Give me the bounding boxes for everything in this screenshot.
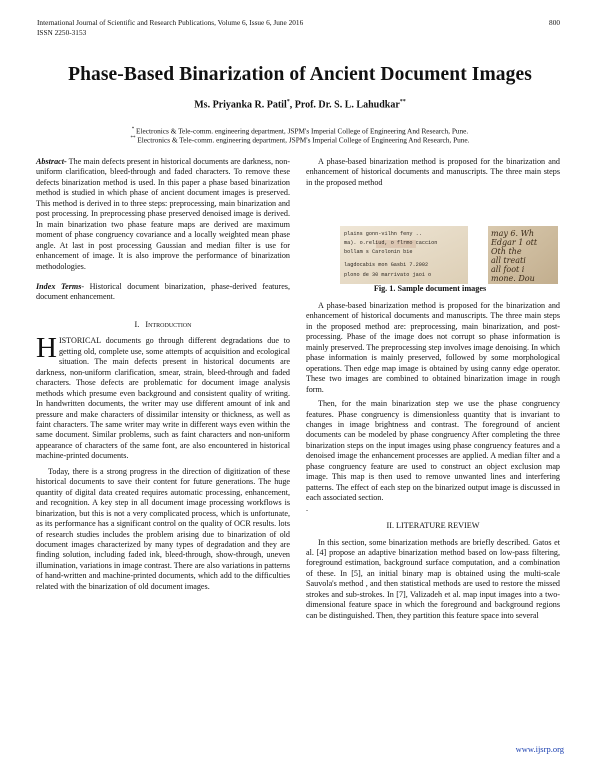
typed-line-4: lagdocabis mon Gasbi 7.2002 [344,262,429,268]
typed-line-3: bollam s Carolonin bie [344,249,413,255]
running-header [37,18,303,38]
hand-line-1: may 6. Wh [491,229,534,238]
intro-paragraph-1-text: ISTORICAL documents go through different degradations due to getting old, complete use, some attempts of acquisition and ecological situation. The main defects present in historical documents are darkness, non-uniform clarification, smear, strain, bleed-through and faded characters. Those defects are problematic for document image analysis methods which presume even background and consistent quality of writing. In handwritten documents, the writer may use different amount of ink and pressure and make characters of dissimilar intensity or thickness, as well as faint characters. The same writer may write in different ways even within the same document. Similar problems, such as faint characters and non-uniform appearance of characters of the same font, are also encountered in historical machine-printed documents. [36,336,290,461]
hand-line-5: all foot i [491,265,525,274]
hand-line-3: Oth the [491,247,522,256]
author-separator: , [289,99,295,111]
literature-paragraph-1: In this section, some binarization methods are briefly described. Gatos et al. [4] propose an adaptive binarization method based on low-pass filtering, foreground estimation, background surface computation, and a combination of these. In [5], an initial binary map is obtained using the multi-scale Sauvola's method , and then statistical methods are used to restore the missed strokes and sub-strokes. In [7], Valizadeh et al. map input images into a two-dimensional feature space in which the foreground and background regions can be distinguished. Then, they partition this feature space into several [306,537,560,620]
intro-paragraph-1 [36,332,290,461]
author-1: Ms. Priyanka R. Patil [194,99,287,111]
right-intro-paragraph: A phase-based binarization method is proposed for the binarization and enhancement of historical documents and manuscripts. The three main steps in the proposed method [306,157,560,187]
journal-name: International Journal of Scientific and Research Publications, Volume 6, Issue 6, June 2016 [37,18,304,27]
author-2-mark: ** [399,99,406,105]
affiliation-2-mark: ** [130,136,136,141]
section-1-title: Introduction [145,319,192,329]
stray-dot: . [306,503,309,513]
author-2: Prof. Dr. S. L. Lahudkar [294,99,400,111]
sample-document-figure [340,226,558,284]
typed-line-5: plono de 30 marrivato jaoi o [344,272,432,278]
affiliation-1-mark: * [131,127,135,132]
abstract-text: The main defects present in historical documents are darkness, non-uniform clarification, bleed-through and faded characters. To remove these defects binarization method is used. In this paper a phase based binarization method is studied in which phase of ancient document images is preserved. This method is derived in to three steps: preprocessing, main binarization and post processing. In preprocessing phase preserved denoised image is derived. In main binarization two phase feature maps are derived are maximum moment of phase congruency covariance and a locally weighted mean phase angle. At last in post processing Gaussian and median filter is use for enhancement of image. It is also improve the performance of binarization methodologies. [36,157,290,271]
affiliation-2-text: Electronics & Tele-comm. engineering department, JSPM's Imperial College of Engineering And Research, Pune. [135,135,470,145]
figure-svg [340,226,558,284]
typed-line-2: ma). o.reliud, o flrmo caccion [344,240,438,246]
affiliation-2 [0,134,600,144]
left-column [36,157,290,592]
index-terms-label: Index Terms [36,281,82,291]
author-1-mark: * [286,99,290,105]
section-1-number: I. [134,319,140,329]
page-number: 800 [549,18,560,27]
author-line [0,99,600,110]
figure-caption: Fig. 1. Sample document images [373,284,487,293]
hand-line-6: mone. Dou [491,274,535,283]
section-2-heading: II. LITERATURE REVIEW [386,521,480,531]
affiliation-1-text: Electronics & Tele-comm. engineering department, JSPM's Imperial College of Engineering And Research, Pune. [134,126,469,136]
section-1-heading [36,320,290,330]
index-terms-text: - Historical document binarization, phase-derived features, document enhancement. [36,281,290,302]
method-paragraph-2: Then, for the main binarization step we use the phase congruency features. Phase congruency is dimensionless quantity that is invariant to changes in image brightness and contrast. The foreground of ancient documents can be modeled by phase congruency After completing the three binarization steps on the input images using phase congruency features and a denoised image the enhancement processes are applied. A median filter and a phase congruency feature are used to construct an object exclusion map image. This map is then used to remove unwanted lines and interfering patterns. The effect of each step on the binarized output image is discussed in each associated section. [306,399,560,503]
right-column-top [306,157,560,188]
method-paragraph-1: A phase-based binarization method is proposed for the binarization and enhancement of historical documents and manuscripts. The three main steps in the proposed method are: preprocessing, main binarization, and post-processing. Phase of the image does not corrupt so phase information is mainly preserved. The preprocessing step involves image denoising. In which phase information is mainly preserved, followed by some morphological operations. Then edge map image is obtained by using canny edge operator. These two images are combined to obtained binarization image in rough form. [306,301,560,394]
typed-line-1: plains gonn-vilhn feny .. [344,231,422,237]
hand-line-2: Edgar 1 ott [491,238,538,247]
abstract-label: Abstract- [36,157,67,166]
hand-line-4: all treati [491,256,526,265]
right-column-main [306,301,560,621]
drop-cap: H [36,332,57,365]
intro-paragraph-2: Today, there is a strong progress in the direction of digitization of these historical documents to save their content for future generations. The huge quantity of digital data created requires automatic processing, enhancement, and recognition. A key step in all document image processing workflows is binarization, but this is not a very complicated process, which is unfortunate, as its performance has a significant control on the quality of OCR results. lots of research studies includes the problem arising due to binarization of old document images characterized by many types of degradation and they are finding solution, including faded ink, bleed-through, show-through, uneven illumination, variations in image contrast. There are also variations in patterns of hand-written and machine-printed documents, which add to the difficulties related with the binarization of old document images. [36,466,290,591]
journal-url-link[interactable]: www.ijsrp.org [515,744,564,754]
issn: ISSN 2250-3153 [37,28,87,37]
index-terms [36,282,290,303]
abstract [36,157,290,272]
paper-title: Phase-Based Binarization of Ancient Document Images [68,64,532,85]
